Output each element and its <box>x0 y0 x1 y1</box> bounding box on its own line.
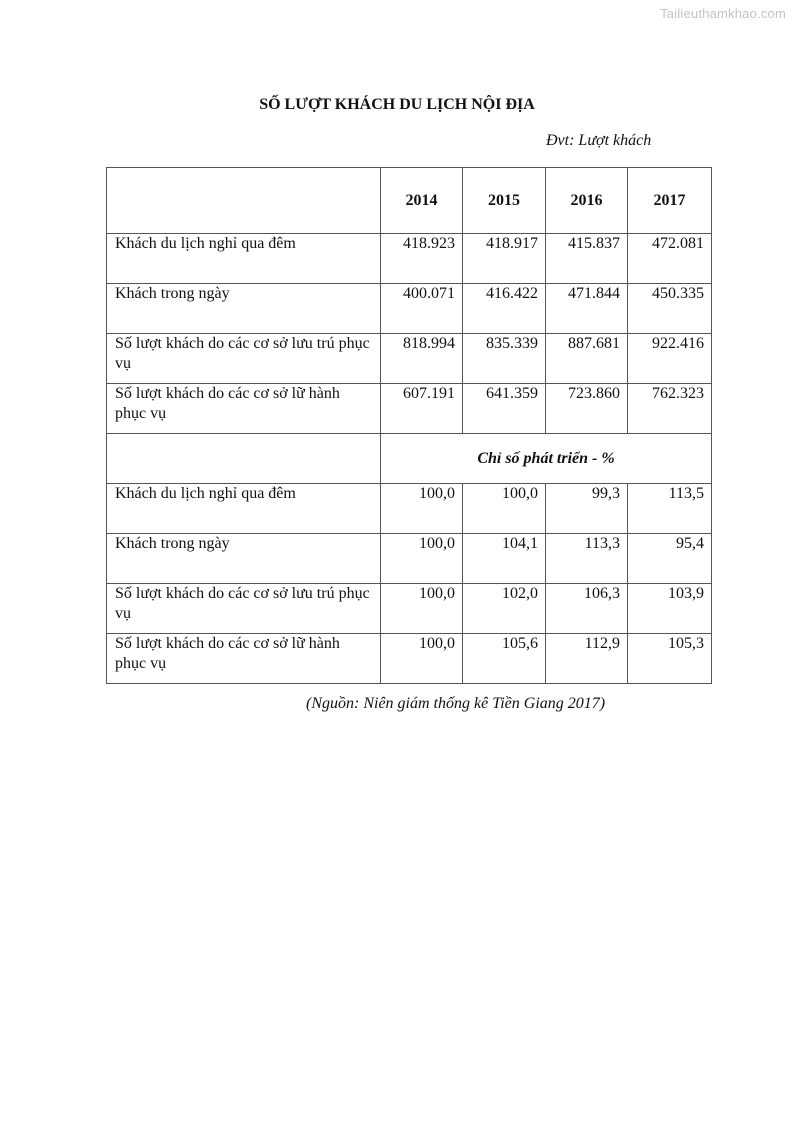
row-label: Số lượt khách do các cơ sở lưu trú phục vụ <box>107 334 381 384</box>
value-cell: 102,0 <box>463 584 546 634</box>
source-note: (Nguồn: Niên giám thống kê Tiền Giang 2017) <box>306 695 606 712</box>
unit-label: Đvt: Lượt khách <box>546 132 652 149</box>
table-row <box>107 484 712 534</box>
index-section-title: Chỉ số phát triển - % <box>381 434 712 484</box>
row-label: Số lượt khách do các cơ sở lữ hành phục vụ <box>107 384 381 434</box>
year-header: 2016 <box>546 168 628 234</box>
section-empty-cell <box>107 434 381 484</box>
value-cell: 100,0 <box>463 484 546 534</box>
row-label: Khách du lịch nghỉ qua đêm <box>107 484 381 534</box>
visitor-stats-table <box>106 167 712 684</box>
value-cell: 100,0 <box>381 634 463 684</box>
value-cell: 112,9 <box>546 634 628 684</box>
table-row <box>107 334 712 384</box>
year-header: 2014 <box>381 168 463 234</box>
value-cell: 762.323 <box>628 384 712 434</box>
header-row <box>107 168 712 234</box>
header-empty-cell <box>107 168 381 234</box>
table-row <box>107 384 712 434</box>
watermark: Tailieuthamkhao.com <box>660 6 786 21</box>
value-cell: 818.994 <box>381 334 463 384</box>
value-cell: 835.339 <box>463 334 546 384</box>
value-cell: 416.422 <box>463 284 546 334</box>
year-header: 2017 <box>628 168 712 234</box>
value-cell: 418.917 <box>463 234 546 284</box>
value-cell: 100,0 <box>381 534 463 584</box>
row-label: Khách trong ngày <box>107 534 381 584</box>
value-cell: 105,6 <box>463 634 546 684</box>
value-cell: 95,4 <box>628 534 712 584</box>
row-label: Số lượt khách do các cơ sở lưu trú phục vụ <box>107 584 381 634</box>
row-label: Số lượt khách do các cơ sở lữ hành phục vụ <box>107 634 381 684</box>
value-cell: 641.359 <box>463 384 546 434</box>
value-cell: 113,5 <box>628 484 712 534</box>
value-cell: 100,0 <box>381 584 463 634</box>
value-cell: 415.837 <box>546 234 628 284</box>
table-row <box>107 284 712 334</box>
row-label: Khách trong ngày <box>107 284 381 334</box>
value-cell: 104,1 <box>463 534 546 584</box>
value-cell: 106,3 <box>546 584 628 634</box>
table-row <box>107 584 712 634</box>
value-cell: 113,3 <box>546 534 628 584</box>
value-cell: 418.923 <box>381 234 463 284</box>
value-cell: 100,0 <box>381 484 463 534</box>
value-cell: 922.416 <box>628 334 712 384</box>
value-cell: 103,9 <box>628 584 712 634</box>
value-cell: 471.844 <box>546 284 628 334</box>
page-title: SỐ LƯỢT KHÁCH DU LỊCH NỘI ĐỊA <box>259 96 535 113</box>
value-cell: 105,3 <box>628 634 712 684</box>
value-cell: 887.681 <box>546 334 628 384</box>
table-row <box>107 534 712 584</box>
year-header: 2015 <box>463 168 546 234</box>
table-row <box>107 634 712 684</box>
value-cell: 450.335 <box>628 284 712 334</box>
table-row <box>107 234 712 284</box>
value-cell: 99,3 <box>546 484 628 534</box>
value-cell: 472.081 <box>628 234 712 284</box>
value-cell: 607.191 <box>381 384 463 434</box>
row-label: Khách du lịch nghỉ qua đêm <box>107 234 381 284</box>
value-cell: 400.071 <box>381 284 463 334</box>
value-cell: 723.860 <box>546 384 628 434</box>
section-header-row <box>107 434 712 484</box>
